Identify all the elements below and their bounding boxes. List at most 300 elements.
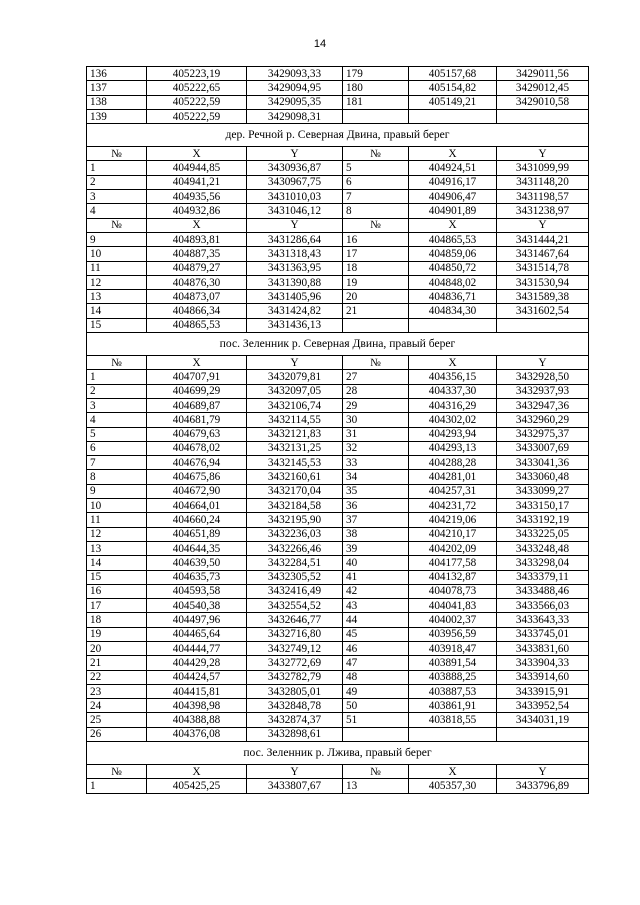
point-number-cell: 11 <box>87 261 147 275</box>
table-row <box>87 570 589 584</box>
x-coordinate-cell: 404540,38 <box>147 599 247 613</box>
page-number: 14 <box>313 38 327 50</box>
y-coordinate-cell: 3432874,37 <box>247 713 343 727</box>
x-coordinate-cell: 404041,83 <box>409 599 497 613</box>
x-coordinate-cell: 404429,28 <box>147 656 247 670</box>
y-coordinate-cell: 3429098,31 <box>247 109 343 123</box>
x-header: X <box>409 147 497 161</box>
point-number-cell: 23 <box>87 684 147 698</box>
y-coordinate-cell: 3431099,99 <box>497 161 589 175</box>
column-header-row <box>87 356 589 370</box>
x-coordinate-cell: 404231,72 <box>409 499 497 513</box>
y-coordinate-cell: 3432416,49 <box>247 584 343 598</box>
number-header: № <box>343 765 409 779</box>
x-coordinate-cell: 404944,85 <box>147 161 247 175</box>
y-coordinate-cell: 3431318,43 <box>247 247 343 261</box>
y-coordinate-cell: 3433041,36 <box>497 456 589 470</box>
x-coordinate-cell: 405149,21 <box>409 95 497 109</box>
x-coordinate-cell <box>409 727 497 741</box>
x-coordinate-cell: 404689,87 <box>147 398 247 412</box>
table-row <box>87 656 589 670</box>
x-coordinate-cell: 404675,86 <box>147 470 247 484</box>
point-number-cell: 18 <box>343 261 409 275</box>
point-number-cell: 49 <box>343 684 409 698</box>
x-coordinate-cell: 404388,88 <box>147 713 247 727</box>
x-coordinate-cell: 404887,35 <box>147 247 247 261</box>
point-number-cell: 17 <box>87 599 147 613</box>
x-coordinate-cell: 404879,27 <box>147 261 247 275</box>
y-coordinate-cell: 3429095,35 <box>247 95 343 109</box>
y-coordinate-cell: 3433914,60 <box>497 670 589 684</box>
y-coordinate-cell: 3433643,33 <box>497 613 589 627</box>
x-header: X <box>409 765 497 779</box>
y-coordinate-cell <box>497 727 589 741</box>
table-row <box>87 527 589 541</box>
y-coordinate-cell: 3431589,38 <box>497 290 589 304</box>
section-title: дер. Речной р. Северная Двина, правый берег <box>87 124 589 147</box>
point-number-cell: 34 <box>343 470 409 484</box>
x-coordinate-cell: 403818,55 <box>409 713 497 727</box>
x-header: X <box>409 356 497 370</box>
y-coordinate-cell: 3433099,27 <box>497 484 589 498</box>
table-row <box>87 109 589 123</box>
point-number-cell: 5 <box>343 161 409 175</box>
y-header: Y <box>247 356 343 370</box>
y-coordinate-cell: 3431436,13 <box>247 318 343 332</box>
point-number-cell: 7 <box>343 190 409 204</box>
x-coordinate-cell: 404848,02 <box>409 275 497 289</box>
y-header: Y <box>497 356 589 370</box>
point-number-cell: 10 <box>87 499 147 513</box>
point-number-cell: 27 <box>343 370 409 384</box>
x-coordinate-cell: 404219,06 <box>409 513 497 527</box>
y-coordinate-cell: 3431046,12 <box>247 204 343 218</box>
point-number-cell: 13 <box>87 290 147 304</box>
table-row <box>87 67 589 81</box>
y-coordinate-cell: 3432937,93 <box>497 384 589 398</box>
y-coordinate-cell: 3432114,55 <box>247 413 343 427</box>
point-number-cell: 30 <box>343 413 409 427</box>
point-number-cell: 38 <box>343 527 409 541</box>
y-coordinate-cell: 3432145,53 <box>247 456 343 470</box>
point-number-cell: 9 <box>87 232 147 246</box>
point-number-cell: 4 <box>87 204 147 218</box>
x-coordinate-cell: 404316,29 <box>409 398 497 412</box>
point-number-cell: 33 <box>343 456 409 470</box>
y-coordinate-cell: 3433150,17 <box>497 499 589 513</box>
x-coordinate-cell: 405223,19 <box>147 67 247 81</box>
x-header: X <box>147 218 247 232</box>
x-coordinate-cell: 404866,34 <box>147 304 247 318</box>
x-coordinate-cell: 404337,30 <box>409 384 497 398</box>
y-coordinate-cell: 3431424,82 <box>247 304 343 318</box>
y-coordinate-cell: 3433007,69 <box>497 441 589 455</box>
x-coordinate-cell: 404660,24 <box>147 513 247 527</box>
x-header: X <box>147 765 247 779</box>
x-coordinate-cell: 405222,65 <box>147 81 247 95</box>
y-coordinate-cell: 3432749,12 <box>247 641 343 655</box>
x-coordinate-cell: 403918,47 <box>409 641 497 655</box>
y-header: Y <box>497 218 589 232</box>
number-header: № <box>343 356 409 370</box>
x-coordinate-cell: 404293,13 <box>409 441 497 455</box>
table-row <box>87 613 589 627</box>
point-number-cell: 29 <box>343 398 409 412</box>
x-coordinate-cell: 403887,53 <box>409 684 497 698</box>
y-coordinate-cell: 3431602,54 <box>497 304 589 318</box>
y-coordinate-cell: 3431238,97 <box>497 204 589 218</box>
y-coordinate-cell: 3431514,78 <box>497 261 589 275</box>
y-coordinate-cell: 3429010,58 <box>497 95 589 109</box>
column-header-row <box>87 765 589 779</box>
y-coordinate-cell: 3432772,69 <box>247 656 343 670</box>
y-coordinate-cell: 3432160,61 <box>247 470 343 484</box>
number-header: № <box>87 218 147 232</box>
number-header: № <box>87 147 147 161</box>
table-row <box>87 290 589 304</box>
point-number-cell: 3 <box>87 190 147 204</box>
x-coordinate-cell: 403891,54 <box>409 656 497 670</box>
y-coordinate-cell: 3432170,04 <box>247 484 343 498</box>
number-header: № <box>87 765 147 779</box>
table-row <box>87 275 589 289</box>
x-header: X <box>409 218 497 232</box>
x-coordinate-cell: 404415,81 <box>147 684 247 698</box>
x-coordinate-cell: 404356,15 <box>409 370 497 384</box>
point-number-cell: 12 <box>87 527 147 541</box>
y-coordinate-cell <box>497 318 589 332</box>
x-coordinate-cell: 405222,59 <box>147 95 247 109</box>
x-coordinate-cell: 404932,86 <box>147 204 247 218</box>
table-row <box>87 670 589 684</box>
y-coordinate-cell: 3432716,80 <box>247 627 343 641</box>
point-number-cell: 181 <box>343 95 409 109</box>
x-coordinate-cell: 403888,25 <box>409 670 497 684</box>
point-number-cell: 12 <box>87 275 147 289</box>
y-coordinate-cell: 3432782,79 <box>247 670 343 684</box>
point-number-cell: 3 <box>87 398 147 412</box>
x-coordinate-cell: 404681,79 <box>147 413 247 427</box>
x-coordinate-cell: 404865,53 <box>147 318 247 332</box>
x-coordinate-cell: 404593,58 <box>147 584 247 598</box>
y-coordinate-cell: 3432184,58 <box>247 499 343 513</box>
y-coordinate-cell: 3432554,52 <box>247 599 343 613</box>
point-number-cell: 1 <box>87 370 147 384</box>
point-number-cell: 15 <box>87 570 147 584</box>
point-number-cell: 22 <box>87 670 147 684</box>
x-coordinate-cell: 404424,57 <box>147 670 247 684</box>
x-coordinate-cell: 404924,51 <box>409 161 497 175</box>
y-coordinate-cell: 3432266,46 <box>247 541 343 555</box>
x-coordinate-cell: 404906,47 <box>409 190 497 204</box>
x-coordinate-cell: 404916,17 <box>409 175 497 189</box>
point-number-cell: 16 <box>343 232 409 246</box>
x-coordinate-cell: 404678,02 <box>147 441 247 455</box>
y-coordinate-cell: 3431198,57 <box>497 190 589 204</box>
x-header: X <box>147 356 247 370</box>
point-number-cell: 50 <box>343 699 409 713</box>
x-header: X <box>147 147 247 161</box>
x-coordinate-cell: 404465,64 <box>147 627 247 641</box>
x-coordinate-cell: 404935,56 <box>147 190 247 204</box>
y-coordinate-cell: 3432097,05 <box>247 384 343 398</box>
y-coordinate-cell: 3430936,87 <box>247 161 343 175</box>
section-title-row <box>87 124 589 147</box>
y-coordinate-cell: 3429012,45 <box>497 81 589 95</box>
y-header: Y <box>497 147 589 161</box>
point-number-cell: 51 <box>343 713 409 727</box>
table-row <box>87 541 589 555</box>
point-number-cell: 137 <box>87 81 147 95</box>
table-row <box>87 81 589 95</box>
x-coordinate-cell: 404876,30 <box>147 275 247 289</box>
y-coordinate-cell: 3432236,03 <box>247 527 343 541</box>
x-coordinate-cell: 404202,09 <box>409 541 497 555</box>
point-number-cell: 21 <box>343 304 409 318</box>
x-coordinate-cell: 404836,71 <box>409 290 497 304</box>
x-coordinate-cell: 405154,82 <box>409 81 497 95</box>
y-coordinate-cell: 3432898,61 <box>247 727 343 741</box>
table-row <box>87 370 589 384</box>
x-coordinate-cell: 404672,90 <box>147 484 247 498</box>
section-title: пос. Зеленник р. Лжива, правый берег <box>87 742 589 765</box>
y-coordinate-cell: 3433225,05 <box>497 527 589 541</box>
point-number-cell: 39 <box>343 541 409 555</box>
y-coordinate-cell: 3432805,01 <box>247 684 343 698</box>
point-number-cell: 37 <box>343 513 409 527</box>
point-number-cell: 7 <box>87 456 147 470</box>
point-number-cell: 42 <box>343 584 409 598</box>
point-number-cell: 179 <box>343 67 409 81</box>
y-header: Y <box>497 765 589 779</box>
table-row <box>87 513 589 527</box>
point-number-cell: 139 <box>87 109 147 123</box>
table-row <box>87 161 589 175</box>
column-header-row <box>87 218 589 232</box>
table-row <box>87 599 589 613</box>
number-header: № <box>343 218 409 232</box>
x-coordinate-cell: 404635,73 <box>147 570 247 584</box>
y-coordinate-cell: 3429093,33 <box>247 67 343 81</box>
y-coordinate-cell <box>497 109 589 123</box>
x-coordinate-cell: 404398,98 <box>147 699 247 713</box>
x-coordinate-cell: 404257,31 <box>409 484 497 498</box>
point-number-cell: 18 <box>87 613 147 627</box>
point-number-cell: 6 <box>343 175 409 189</box>
point-number-cell <box>343 318 409 332</box>
point-number-cell: 10 <box>87 247 147 261</box>
x-coordinate-cell <box>409 318 497 332</box>
y-coordinate-cell: 3432079,81 <box>247 370 343 384</box>
point-number-cell: 20 <box>343 290 409 304</box>
x-coordinate-cell: 404078,73 <box>409 584 497 598</box>
point-number-cell: 2 <box>87 175 147 189</box>
point-number-cell: 26 <box>87 727 147 741</box>
table-row <box>87 413 589 427</box>
y-coordinate-cell: 3433192,19 <box>497 513 589 527</box>
point-number-cell: 6 <box>87 441 147 455</box>
table-row <box>87 641 589 655</box>
y-coordinate-cell: 3433807,67 <box>247 779 343 793</box>
point-number-cell: 21 <box>87 656 147 670</box>
y-coordinate-cell: 3430967,75 <box>247 175 343 189</box>
x-coordinate-cell: 404941,21 <box>147 175 247 189</box>
y-coordinate-cell: 3429011,56 <box>497 67 589 81</box>
table-row <box>87 684 589 698</box>
table-row <box>87 318 589 332</box>
y-coordinate-cell: 3433488,46 <box>497 584 589 598</box>
x-coordinate-cell: 405357,30 <box>409 779 497 793</box>
x-coordinate-cell: 404210,17 <box>409 527 497 541</box>
x-coordinate-cell: 405425,25 <box>147 779 247 793</box>
x-coordinate-cell: 404679,63 <box>147 427 247 441</box>
table-row <box>87 247 589 261</box>
x-coordinate-cell: 404873,07 <box>147 290 247 304</box>
table-row <box>87 95 589 109</box>
point-number-cell: 35 <box>343 484 409 498</box>
point-number-cell: 9 <box>87 484 147 498</box>
table-row <box>87 713 589 727</box>
x-coordinate-cell: 404834,30 <box>409 304 497 318</box>
table-row <box>87 627 589 641</box>
x-coordinate-cell: 404893,81 <box>147 232 247 246</box>
x-coordinate-cell: 404293,94 <box>409 427 497 441</box>
x-coordinate-cell <box>409 109 497 123</box>
y-coordinate-cell: 3433915,91 <box>497 684 589 698</box>
table-row <box>87 204 589 218</box>
table-row <box>87 584 589 598</box>
y-coordinate-cell: 3432121,83 <box>247 427 343 441</box>
table-row <box>87 499 589 513</box>
y-header: Y <box>247 765 343 779</box>
y-coordinate-cell: 3431444,21 <box>497 232 589 246</box>
table-row <box>87 384 589 398</box>
x-coordinate-cell: 404651,89 <box>147 527 247 541</box>
point-number-cell: 32 <box>343 441 409 455</box>
table-row <box>87 304 589 318</box>
table-row <box>87 699 589 713</box>
column-header-row <box>87 147 589 161</box>
table-row <box>87 779 589 793</box>
point-number-cell: 40 <box>343 556 409 570</box>
section-title-row <box>87 333 589 356</box>
x-coordinate-cell: 404699,29 <box>147 384 247 398</box>
x-coordinate-cell: 404177,58 <box>409 556 497 570</box>
point-number-cell: 20 <box>87 641 147 655</box>
point-number-cell: 1 <box>87 161 147 175</box>
point-number-cell: 14 <box>87 556 147 570</box>
x-coordinate-cell: 405157,68 <box>409 67 497 81</box>
point-number-cell: 25 <box>87 713 147 727</box>
table-row <box>87 232 589 246</box>
point-number-cell: 47 <box>343 656 409 670</box>
y-coordinate-cell: 3433831,60 <box>497 641 589 655</box>
point-number-cell: 138 <box>87 95 147 109</box>
y-coordinate-cell: 3429094,95 <box>247 81 343 95</box>
y-coordinate-cell: 3433952,54 <box>497 699 589 713</box>
x-coordinate-cell: 404132,87 <box>409 570 497 584</box>
table-row <box>87 261 589 275</box>
x-coordinate-cell: 404707,91 <box>147 370 247 384</box>
point-number-cell: 4 <box>87 413 147 427</box>
y-coordinate-cell: 3432131,25 <box>247 441 343 455</box>
point-number-cell: 5 <box>87 427 147 441</box>
y-coordinate-cell: 3431010,03 <box>247 190 343 204</box>
point-number-cell: 15 <box>87 318 147 332</box>
table-row <box>87 427 589 441</box>
x-coordinate-cell: 404865,53 <box>409 232 497 246</box>
table-row <box>87 470 589 484</box>
y-coordinate-cell: 3432947,36 <box>497 398 589 412</box>
x-coordinate-cell: 404302,02 <box>409 413 497 427</box>
x-coordinate-cell: 403861,91 <box>409 699 497 713</box>
table-row <box>87 441 589 455</box>
y-coordinate-cell: 3433060,48 <box>497 470 589 484</box>
y-coordinate-cell: 3432305,52 <box>247 570 343 584</box>
x-coordinate-cell: 404376,08 <box>147 727 247 741</box>
table-row <box>87 398 589 412</box>
point-number-cell: 13 <box>87 541 147 555</box>
table-row <box>87 484 589 498</box>
point-number-cell: 16 <box>87 584 147 598</box>
x-coordinate-cell: 404644,35 <box>147 541 247 555</box>
y-coordinate-cell: 3433745,01 <box>497 627 589 641</box>
point-number-cell: 48 <box>343 670 409 684</box>
point-number-cell: 19 <box>87 627 147 641</box>
point-number-cell: 8 <box>343 204 409 218</box>
y-coordinate-cell: 3433379,11 <box>497 570 589 584</box>
point-number-cell: 1 <box>87 779 147 793</box>
y-coordinate-cell: 3432284,51 <box>247 556 343 570</box>
y-coordinate-cell: 3431390,88 <box>247 275 343 289</box>
point-number-cell: 13 <box>343 779 409 793</box>
table-row <box>87 556 589 570</box>
point-number-cell <box>343 109 409 123</box>
y-coordinate-cell: 3431467,64 <box>497 247 589 261</box>
table-row <box>87 456 589 470</box>
point-number-cell: 43 <box>343 599 409 613</box>
x-coordinate-cell: 404901,89 <box>409 204 497 218</box>
y-coordinate-cell: 3432195,90 <box>247 513 343 527</box>
point-number-cell: 44 <box>343 613 409 627</box>
table-row <box>87 190 589 204</box>
x-coordinate-cell: 403956,59 <box>409 627 497 641</box>
point-number-cell: 36 <box>343 499 409 513</box>
point-number-cell: 11 <box>87 513 147 527</box>
point-number-cell: 136 <box>87 67 147 81</box>
x-coordinate-cell: 404639,50 <box>147 556 247 570</box>
x-coordinate-cell: 404497,96 <box>147 613 247 627</box>
y-coordinate-cell: 3432106,74 <box>247 398 343 412</box>
point-number-cell: 2 <box>87 384 147 398</box>
y-coordinate-cell: 3431286,64 <box>247 232 343 246</box>
y-coordinate-cell: 3431148,20 <box>497 175 589 189</box>
point-number-cell: 28 <box>343 384 409 398</box>
y-coordinate-cell: 3433904,33 <box>497 656 589 670</box>
coordinates-table <box>86 66 589 794</box>
point-number-cell: 46 <box>343 641 409 655</box>
point-number-cell: 17 <box>343 247 409 261</box>
y-coordinate-cell: 3433298,04 <box>497 556 589 570</box>
point-number-cell: 24 <box>87 699 147 713</box>
y-coordinate-cell: 3431405,96 <box>247 290 343 304</box>
x-coordinate-cell: 404281,01 <box>409 470 497 484</box>
section-title: пос. Зеленник р. Северная Двина, правый берег <box>87 333 589 356</box>
x-coordinate-cell: 405222,59 <box>147 109 247 123</box>
section-title-row <box>87 742 589 765</box>
x-coordinate-cell: 404288,28 <box>409 456 497 470</box>
y-coordinate-cell: 3431530,94 <box>497 275 589 289</box>
